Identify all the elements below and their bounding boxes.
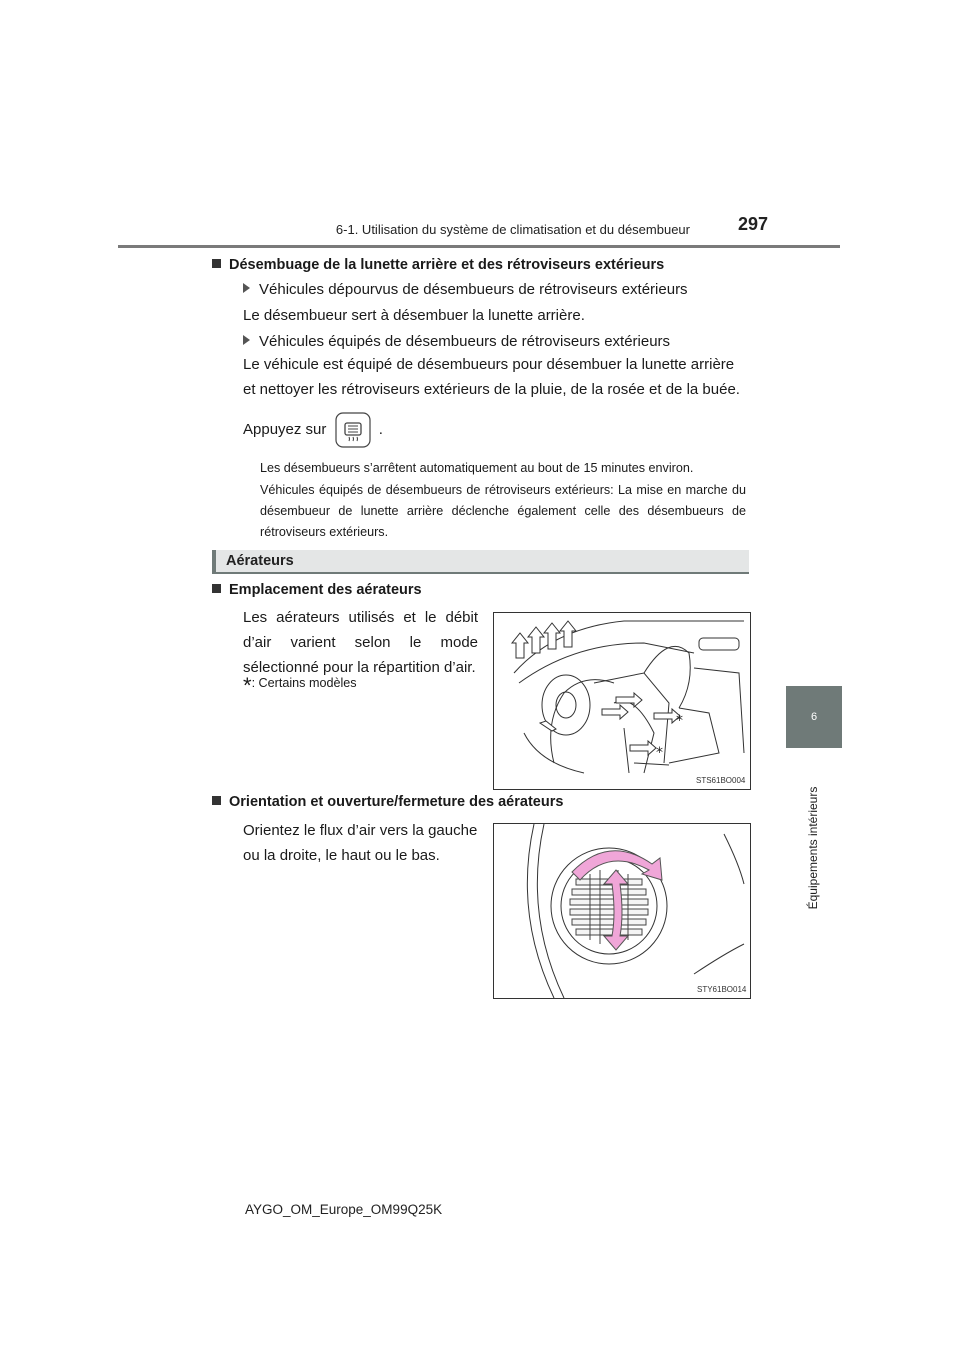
note-mirror-defog: Véhicules équipés de désembueurs de rétroviseurs extérieurs: La mise en marche du désembueur de lunette arrière déclenche également celle des désembueurs de rétroviseurs extérieurs. [260,483,746,539]
chapter-label: Équipements intérieurs [806,786,820,910]
triangle-bullet-icon [243,335,250,345]
note-auto-off: Les désembueurs s’arrêtent automatiquement au bout de 15 minutes environ. [260,461,694,475]
section-title: 6-1. Utilisation du système de climatisation et du désembueur [335,222,690,237]
square-bullet-icon [212,796,221,805]
vent-orientation-heading: Orientation et ouverture/fermeture des aérateurs [212,794,563,810]
section-header-vents: Aérateurs [212,550,749,574]
footnote: *: Certains modèles [243,673,357,698]
square-bullet-icon [212,584,221,593]
figure-vent-locations [493,612,751,790]
case2-text-line1: Le véhicule est équipé de désembueurs pour désembuer la lunette arrière [243,356,735,373]
svg-text:*: * [676,713,683,729]
case1-heading: Véhicules dépourvus de désembueurs de rétroviseurs extérieurs [243,277,688,302]
case1-text: Le désembueur sert à désembuer la lunette arrière. [243,307,585,324]
figure-vent-orientation [493,823,751,999]
case2-text-line2: et nettoyer les rétroviseurs extérieurs de la pluie, de la rosée et de la buée. [243,381,740,398]
vent-location-heading: Emplacement des aérateurs [212,582,422,598]
svg-text:*: * [656,745,663,761]
press-instruction: Appuyez sur . [243,412,383,448]
vent-orientation-text-line1: Orientez le flux d’air vers la gauche [243,822,478,839]
car-interior-illustration [494,613,750,789]
defog-heading: Désembuage de la lunette arrière et des rétroviseurs extérieurs [212,257,664,273]
triangle-bullet-icon [243,283,250,293]
square-bullet-icon [212,259,221,268]
figure-code: STS61BO004 [696,776,746,785]
vent-orientation-text-line2: ou la droite, le haut ou le bas. [243,847,440,864]
document-code: AYGO_OM_Europe_OM99Q25K [245,1202,443,1217]
chapter-tab: 6 [786,686,842,748]
vent-location-text: Les aérateurs utilisés et le débit d’air varient selon le mode sélectionné pour la répartition d’air. [243,609,478,676]
page-number: 297 [738,214,769,234]
case2-heading: Véhicules équipés de désembueurs de rétroviseurs extérieurs [243,329,670,354]
figure-code: STY61BO014 [697,985,747,994]
header-divider [118,245,840,248]
rear-defogger-icon[interactable] [335,412,371,448]
vent-closeup-illustration [494,824,750,998]
